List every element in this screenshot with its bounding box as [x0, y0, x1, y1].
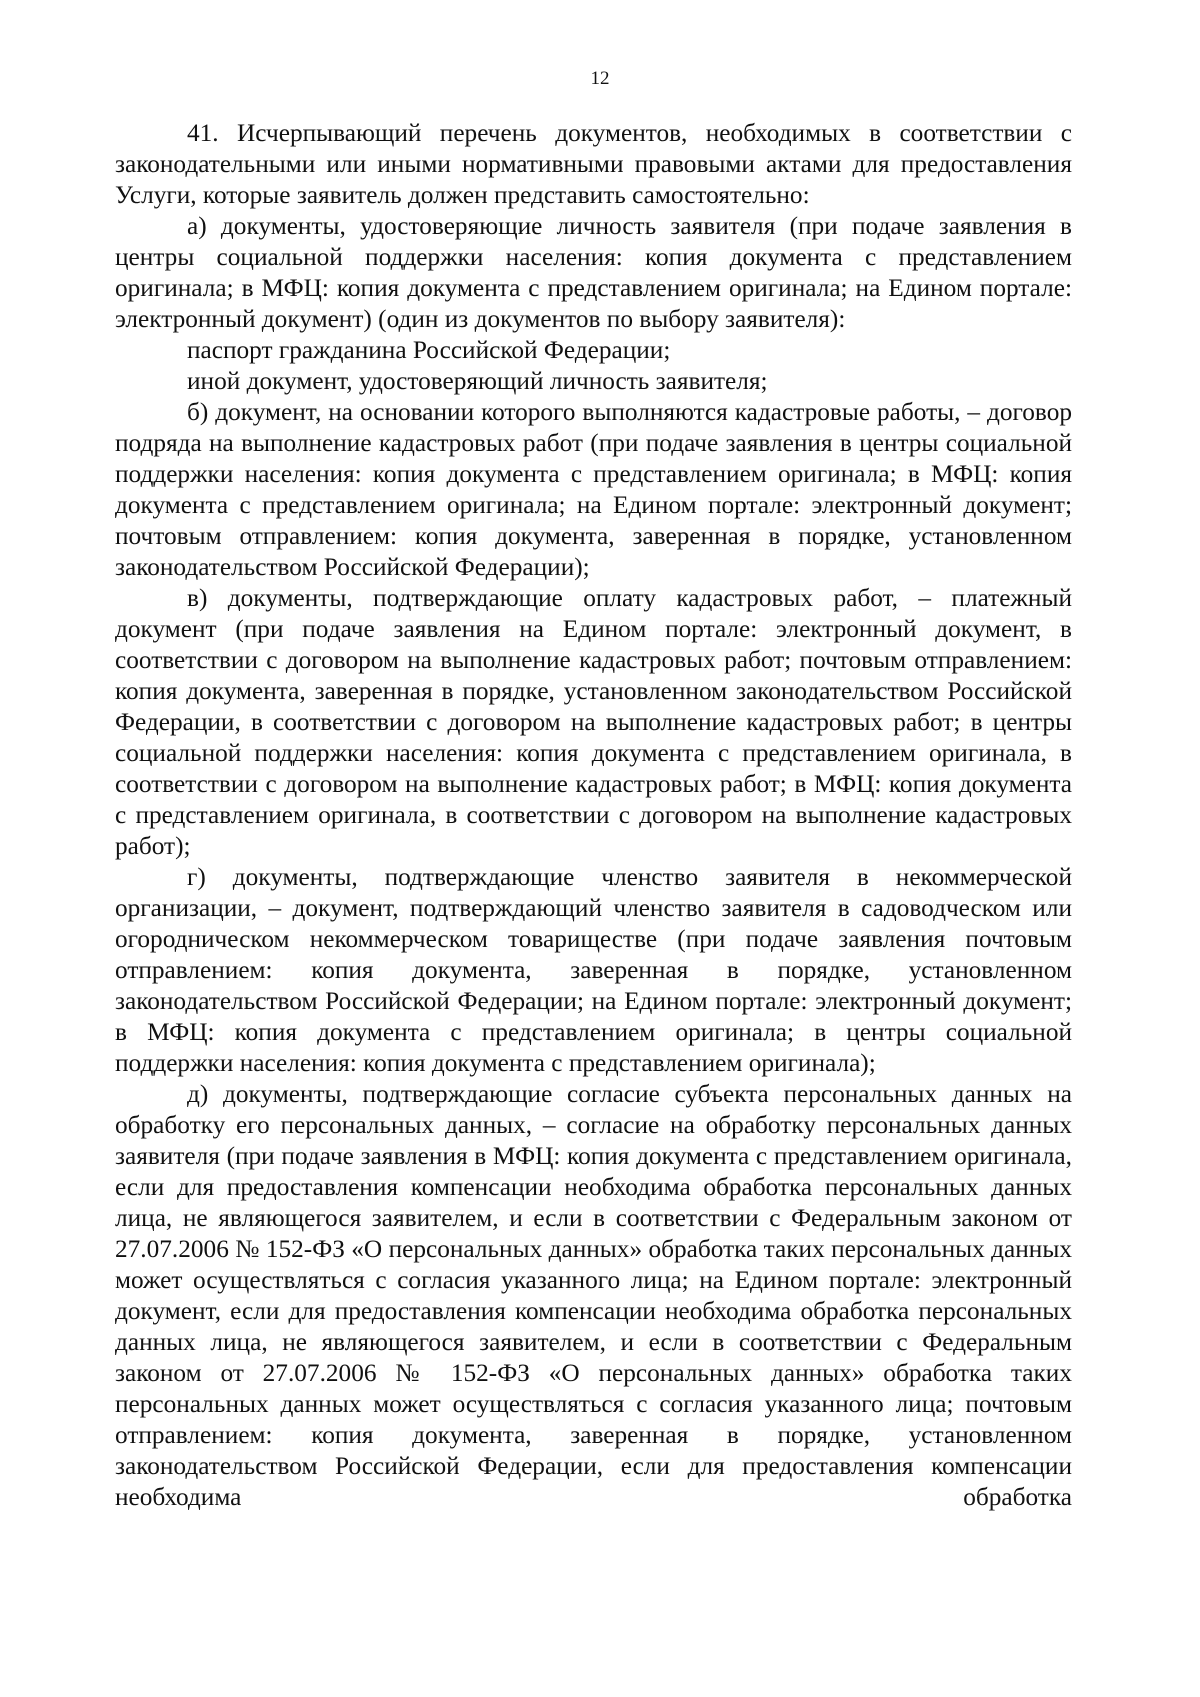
paragraph-item-b: б) документ, на основании которого выполняются кадастровые работы, – договор подряда на выполнение кадастровых работ (при подаче заявления в центры социальной поддержки населения: копия документа с представлением оригинала; в МФЦ: копия документа с представлением оригинала; на Едином портале: электронный документ; почтовым отправлением: копия документа, заверенная в порядке, установленном законодательством Российской Федерации); [115, 398, 1072, 581]
paragraph-item-a: а) документы, удостоверяющие личность заявителя (при подаче заявления в центры социальной поддержки населения: копия документа с представлением оригинала; в МФЦ: копия документа с представлением оригинала; на Едином портале: электронный документ) (один из документов по выбору заявителя): [115, 212, 1072, 333]
paragraph-item-d: д) документы, подтверждающие согласие субъекта персональных данных на обработку его персональных данных, – согласие на обработку персональных данных заявителя (при подаче заявления в МФЦ: копия документа с представлением оригинала, если для предоставления компенсации необходима обработка персональных данных лица, не являющегося заявителем, и если в соответствии с Федеральным законом от 27.07.2006 № 152-ФЗ «О персональных данных» обработка таких персональных данных может осуществляться с согласия указанного лица; на Едином портале: электронный документ, если для предоставления компенсации необходима обработка персональных данных лица, не являющегося заявителем, и если в соответствии с Федеральным законом от 27.07.2006 № 152-ФЗ «О персональных данных» обработка таких персональных данных может осуществляться с согласия указанного лица; почтовым отправлением: копия документа, заверенная в порядке, установленном законодательством Российской Федерации, если для предоставления компенсации необходима обработка [115, 1080, 1072, 1511]
paragraph-item-v: в) документы, подтверждающие оплату кадастровых работ, – платежный документ (при подаче заявления на Едином портале: электронный документ, в соответствии с договором на выполнение кадастровых работ; почтовым отправлением: копия документа, заверенная в порядке, установленном законодательством Российской Федерации, в соответствии с договором на выполнение кадастровых работ; в центры социальной поддержки населения: копия документа с представлением оригинала, в соответствии с договором на выполнение кадастровых работ; в МФЦ: копия документа с представлением оригинала, в соответствии с договором на выполнение кадастровых работ); [115, 584, 1072, 860]
page-number: 12 [590, 68, 610, 89]
paragraph-item-g: г) документы, подтверждающие членство заявителя в некоммерческой организации, – документ, подтверждающий членство заявителя в садоводческом или огородническом некоммерческом товариществе (при подаче заявления почтовым отправлением: копия документа, заверенная в порядке, установленном законодательством Российской Федерации; на Едином портале: электронный документ; в МФЦ: копия документа с представлением оригинала; в центры социальной поддержки населения: копия документа с представлением оригинала); [115, 863, 1072, 1077]
document-body [115, 118, 1072, 1513]
paragraph-passport: паспорт гражданина Российской Федерации; [187, 336, 671, 364]
paragraph-other-id: иной документ, удостоверяющий личность заявителя; [187, 367, 768, 395]
paragraph-41: 41. Исчерпывающий перечень документов, необходимых в соответствии с законодательными или иными нормативными правовыми актами для предоставления Услуги, которые заявитель должен представить самостоятельно: [115, 119, 1072, 209]
